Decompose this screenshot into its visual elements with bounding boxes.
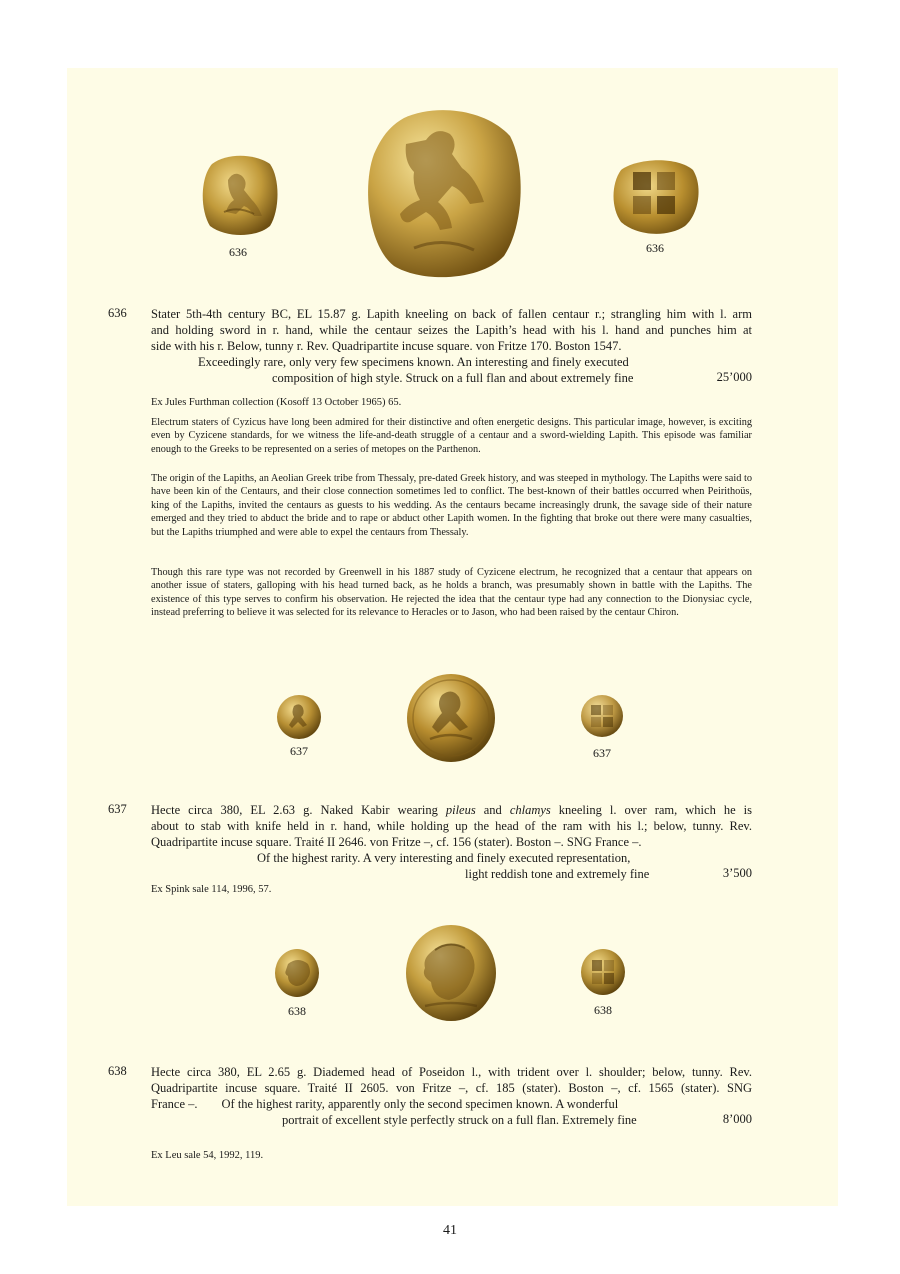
coin-638-reverse-image bbox=[580, 948, 626, 996]
coin-637-obverse-svg bbox=[276, 694, 322, 740]
lot-637-grade bbox=[151, 850, 752, 882]
lot-636-desc-line-2: and holding sword in r. hand, while the centaur seizes the Lapith’s head with his l. hand and punches him at bbox=[151, 323, 752, 337]
lot-637-desc-pileus: pileus bbox=[445, 803, 476, 817]
coin-636-obverse-svg bbox=[198, 150, 280, 238]
coin-638-obverse-enlarged-image bbox=[405, 924, 497, 1022]
coin-636-obverse-image bbox=[198, 150, 280, 238]
lot-638-provenance: Ex Leu sale 54, 1992, 119. bbox=[151, 1150, 264, 1161]
lot-637-price: 3’500 bbox=[722, 866, 752, 880]
lot-637-desc-chlamys: chlamys bbox=[509, 803, 551, 817]
lot-638-desc-line-3-a: France –. bbox=[151, 1097, 198, 1111]
lot-636-desc-line-1: Stater 5th-4th century BC, EL 15.87 g. Lapith kneeling on back of fallen centaur r.; strangling him with l. arm bbox=[151, 307, 752, 321]
lot-636-desc-line-3: side with his r. Below, tunny r. Rev. Quadripartite incuse square. von Fritze 170. Boston 1547. bbox=[151, 339, 622, 353]
lot-636-price: 25’000 bbox=[716, 370, 752, 384]
lot-638-number: 638 bbox=[108, 1064, 127, 1078]
lot-638-grade bbox=[151, 1112, 752, 1128]
lot-638-desc-line-1: Hecte circa 380, EL 2.65 g. Diademed head of Poseidon l., with trident over l. shoulder; below, tunny. Rev. bbox=[151, 1065, 752, 1079]
lot-636-note-2: The origin of the Lapiths, an Aeolian Greek tribe from Thessaly, pre-dated Greek history, and was steeped in mythology. The Lapiths were said to have been kin of the Centaurs, and their close connection sometimes led to conflict. The best-known of their battles occurred when Peirithoüs, king of the Lapiths, invited the centaurs as guests to his wedding. As the centaurs became increasingly drunk, the savage side of their nature emerged and they tried to abduct the bride and to rape or abduct other Lapith women. In the fighting that broke out there were many casualties, but the Lapiths triumphed and were able to expel the centaurs from Thessaly. bbox=[151, 473, 752, 538]
coin-637-reverse-label: 637 bbox=[593, 746, 611, 760]
lot-636-grade-line-2: composition of high style. Struck on a full flan and about extremely fine bbox=[272, 371, 634, 385]
coin-636-obverse-enlarged-svg bbox=[364, 106, 524, 282]
lot-636-number: 636 bbox=[108, 306, 127, 320]
lot-637-desc-line-1-b: and bbox=[475, 803, 510, 817]
lot-637-grade-line-2: light reddish tone and extremely fine bbox=[465, 867, 650, 881]
coin-638-reverse-label: 638 bbox=[594, 1003, 612, 1017]
lot-638-price: 8’000 bbox=[722, 1112, 752, 1126]
lot-637-desc-line-1 bbox=[151, 802, 752, 818]
coin-637-reverse-svg bbox=[580, 694, 624, 738]
lot-637-number: 637 bbox=[108, 802, 127, 816]
page-number: 41 bbox=[443, 1223, 457, 1238]
coin-638-obverse-svg bbox=[274, 948, 320, 998]
coin-637-obverse-label: 637 bbox=[290, 744, 308, 758]
coin-636-reverse-label: 636 bbox=[646, 241, 664, 255]
lot-637-description bbox=[151, 802, 752, 850]
coin-638-obverse-image bbox=[274, 948, 320, 998]
lot-638-grade-line-1: Of the highest rarity, apparently only the second specimen known. A wonderful bbox=[221, 1097, 619, 1111]
lot-636-note-1: Electrum staters of Cyzicus have long been admired for their distinctive and often energetic designs. This particular image, however, is exciting even by Cyzicene standards, for we witness the life-and-death struggle of a centaur and a sword-wielding Lapith. This episode was familiar enough to the Greeks to be represented on a series of metopes on the Parthenon. bbox=[151, 417, 752, 455]
coin-636-obverse-enlarged-image bbox=[364, 106, 524, 282]
coin-636-obverse-label: 636 bbox=[229, 245, 247, 259]
coin-637-obverse-enlarged-svg bbox=[406, 673, 496, 763]
lot-636-grade-line-1: Exceedingly rare, only very few specimens known. An interesting and finely executed bbox=[198, 355, 629, 369]
lot-636-description bbox=[151, 306, 752, 354]
lot-637-provenance: Ex Spink sale 114, 1996, 57. bbox=[151, 884, 272, 895]
lot-638-description bbox=[151, 1064, 752, 1112]
lot-637-desc-line-3: Quadripartite incuse square. Traité II 2646. von Fritze –, cf. 156 (stater). Boston –. SNG France –. bbox=[151, 835, 642, 849]
lot-638-desc-line-2: Quadripartite incuse square. Traité II 2605. von Fritze –, cf. 185 (stater). Boston –, cf. 1565 (stater). SNG bbox=[151, 1081, 752, 1095]
coin-638-obverse-enlarged-svg bbox=[405, 924, 497, 1022]
coin-636-reverse-svg bbox=[611, 156, 701, 236]
lot-637-grade-line-1: Of the highest rarity. A very interesting and finely executed representation, bbox=[257, 851, 631, 865]
coin-638-reverse-svg bbox=[580, 948, 626, 996]
lot-637-desc-line-1-c: kneeling l. over ram, which he is bbox=[550, 803, 752, 817]
coin-637-reverse-image bbox=[580, 694, 624, 738]
lot-637-desc-line-2: about to stab with knife held in r. hand, while holding up the head of the ram with his l.; below, tunny. Rev. bbox=[151, 819, 752, 833]
lot-636-grade bbox=[151, 354, 752, 386]
lot-638-desc-line-3 bbox=[151, 1096, 752, 1112]
coin-637-obverse-enlarged-image bbox=[406, 673, 496, 763]
lot-637-desc-line-1-a: Hecte circa 380, EL 2.63 g. Naked Kabir wearing bbox=[151, 803, 446, 817]
catalogue-page-panel bbox=[67, 68, 838, 1206]
coin-636-reverse-image bbox=[611, 156, 701, 236]
coin-638-obverse-label: 638 bbox=[288, 1004, 306, 1018]
lot-636-provenance: Ex Jules Furthman collection (Kosoff 13 October 1965) 65. bbox=[151, 397, 402, 408]
lot-636-note-3: Though this rare type was not recorded by Greenwell in his 1887 study of Cyzicene electrum, he recognized that a centaur that appears on another issue of staters, galloping with his head turned back, as he holds a branch, was presumably shown in battle with the Lapiths. The existence of this type serves to confirm his observation. He rejected the idea that the centaur type had any connection to the Dionysiac cycle, instead preferring to believe it was selected for its relevance to Heracles or to Jason, who had been raised by the centaur Chiron. bbox=[151, 567, 752, 619]
lot-638-grade-line-2: portrait of excellent style perfectly struck on a full flan. Extremely fine bbox=[282, 1113, 637, 1127]
coin-637-obverse-image bbox=[276, 694, 322, 740]
